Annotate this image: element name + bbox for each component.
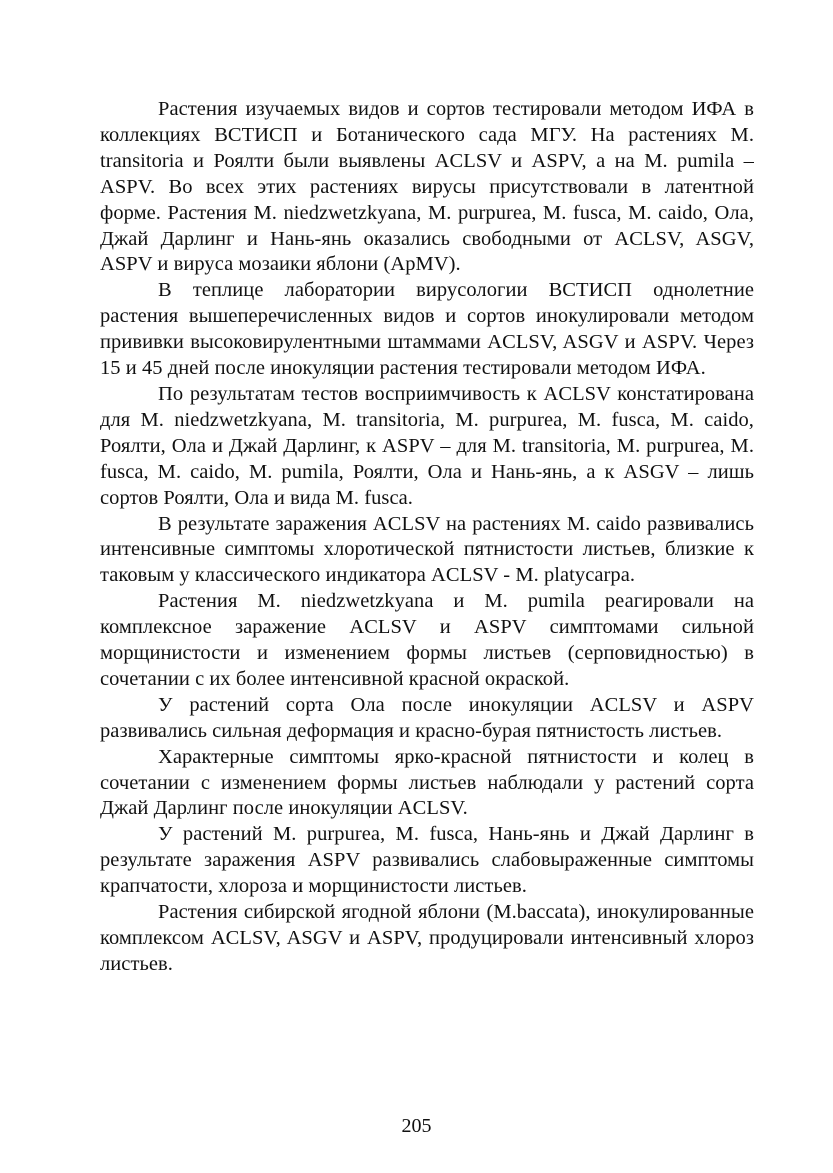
paragraph-1: Растения изучаемых видов и сортов тестировали методом ИФА в коллекциях ВСТИСП и Ботанического сада МГУ. На растениях M. transitoria и Роялти были выявлены ACLSV и ASPV, а на M. pumila – ASPV. Во всех этих растениях вирусы присутствовали в латентной форме. Растения M. niedzwetzkyana, M. purpurea, M. fusca, M. caido, Ола, Джай Дарлинг и Нань-янь оказались свободными от ACLSV, ASGV, ASPV и вируса мозаики яблони (ApMV). — [100, 98, 754, 276]
page-number: 205 — [401, 1115, 432, 1137]
paragraph-7: Характерные симптомы ярко-красной пятнистости и колец в сочетании с изменением формы листьев наблюдали у растений сорта Джай Дарлинг после инокуляции ACLSV. — [100, 745, 754, 820]
paragraph-2: В теплице лаборатории вирусологии ВСТИСП однолетние растения вышеперечисленных видов и сортов инокулировали методом прививки высоковирулентными штаммами ACLSV, ASGV и ASPV. Через 15 и 45 дней после инокуляции растения тестировали методом ИФА. — [100, 279, 754, 380]
body-text — [100, 97, 754, 978]
paragraph-8: У растений M. purpurea, M. fusca, Нань-янь и Джай Дарлинг в результате заражения ASPV развивались слабовыраженные симптомы крапчатости, хлороза и морщинистости листьев. — [100, 823, 754, 898]
paragraph-9: Растения сибирской ягодной яблони (M.baccata), инокулированные комплексом ACLSV, ASGV и ASPV, продуцировали интенсивный хлороз листьев. — [100, 901, 754, 975]
paragraph-6: У растений сорта Ола после инокуляции ACLSV и ASPV развивались сильная деформация и красно-бурая пятнистость листьев. — [100, 693, 754, 742]
paragraph-5: Растения M. niedzwetzkyana и M. pumila реагировали на комплексное заражение ACLSV и ASPV симптомами сильной морщинистости и изменением формы листьев (серповидностью) в сочетании с их более интенсивной красной окраской. — [100, 590, 754, 690]
paragraph-4: В результате заражения ACLSV на растениях M. caido развивались интенсивные симптомы хлоротической пятнистости листьев, близкие к таковым у классического индикатора ACLSV - M. platycarpa. — [100, 512, 754, 587]
paragraph-3: По результатам тестов восприимчивость к ACLSV констатирована для M. niedzwetzkyana, M. transitoria, M. purpurea, M. fusca, M. caido, Роялти, Ола и Джай Дарлинг, к ASPV – для M. transitoria, M. purpurea, M. fusca, M. caido, M. pumila, Роялти, Ола и Нань-янь, а к ASGV – лишь сортов Роялти, Ола и вида M. fusca. — [100, 382, 754, 509]
